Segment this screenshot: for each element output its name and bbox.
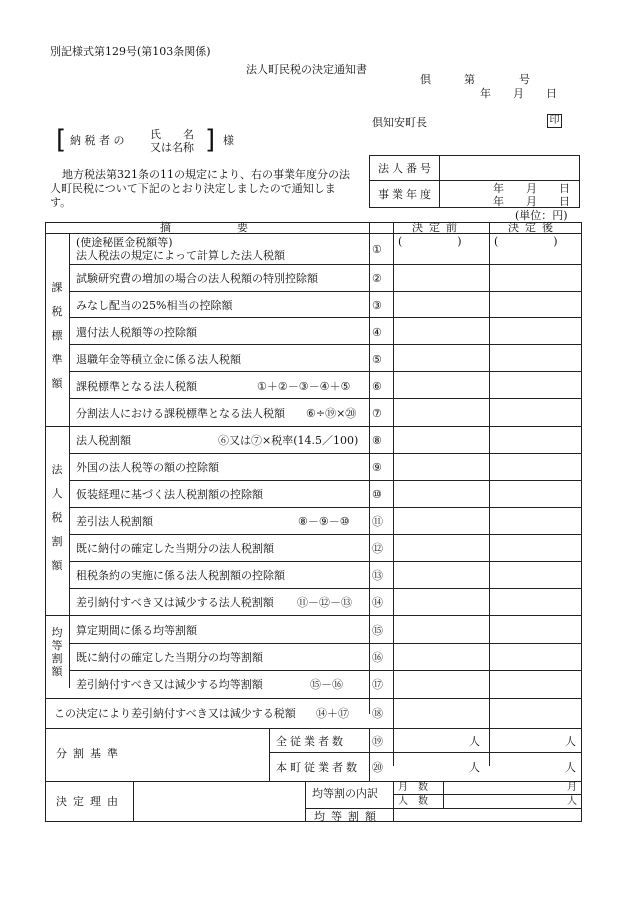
row-13-number: ⑬ — [372, 569, 383, 582]
document-date: 年 月 日 — [480, 87, 557, 100]
row-8-formula: ⑥又は⑦×税率(14.5／100) — [218, 434, 359, 447]
row-5-label: 退職年金等積立金に係る法人税額 — [76, 353, 241, 366]
taxpayer-suffix: 様 — [223, 134, 234, 147]
row-11-label: 差引法人税割額 — [76, 515, 153, 528]
row-15-label: 算定期間に係る均等割額 — [76, 624, 197, 637]
row-9-number: ⑨ — [372, 461, 382, 474]
row-3-number: ③ — [372, 299, 382, 312]
town-employees-label: 本町従業者数 — [276, 761, 360, 774]
fiscal-year-from: 年 月 日 — [493, 182, 570, 195]
row-10-number: ⑩ — [372, 488, 382, 501]
months-label: 月 数 — [398, 782, 428, 793]
persons-label: 人 数 — [398, 796, 428, 807]
row-1-line1: (使途秘匿金税額等) — [76, 236, 173, 249]
row-18-label: この決定により差引納付すべき又は減少する税額 — [54, 707, 296, 720]
page-title: 法人町民税の決定通知書 — [246, 63, 367, 76]
column-summary-header: 摘 要 — [160, 221, 248, 234]
row-19-before-unit: 人 — [469, 735, 480, 748]
months-unit: 月 — [567, 782, 577, 793]
row-18-number: ⑱ — [372, 707, 383, 720]
document-number: 倶 第 号 — [420, 73, 530, 86]
column-before-header: 決定前 — [412, 221, 463, 234]
row-9-label: 外国の法人税等の額の控除額 — [76, 461, 219, 474]
row-13-label: 租税条約の実施に係る法人税割額の控除額 — [76, 569, 285, 582]
taxpayer-label: 納 税 者 の — [70, 134, 125, 147]
all-employees-label: 全従業者数 — [276, 735, 346, 748]
row-2-label: 試験研究費の増加の場合の法人税額の特別控除額 — [76, 272, 318, 285]
row-7-number: ⑦ — [372, 407, 382, 420]
row-6-label: 課税標準となる法人税額 — [76, 380, 197, 393]
row-3-label: みなし配当の25%相当の控除額 — [76, 299, 233, 312]
unit-label: (単位：円) — [515, 209, 568, 222]
row-6-formula: ①＋②－③－④＋⑤ — [257, 380, 351, 393]
row-15-number: ⑮ — [372, 624, 383, 637]
row-11-number: ⑪ — [372, 515, 383, 528]
group-corp-tax-levy: 法人税割額 — [51, 463, 63, 572]
notice-line-3: す。 — [50, 196, 72, 209]
notice-line-1: 地方税法第321条の11の規定により、右の事業年度分の法 — [62, 168, 350, 181]
form-number: 別記様式第129号(第103条関係) — [50, 45, 211, 58]
row-7-formula: ⑥÷⑲×⑳ — [306, 407, 357, 420]
row-20-before-unit: 人 — [469, 761, 480, 774]
row-10-label: 仮装経理に基づく法人税割額の控除額 — [76, 488, 263, 501]
row-1-label: 法人税法の規定によって計算した法人税額 — [76, 249, 285, 262]
group-per-capita-levy: 均等割額 — [51, 626, 63, 678]
row-14-number: ⑭ — [372, 596, 383, 609]
fiscal-year-label: 事業年度 — [378, 188, 434, 201]
row-19-after-unit: 人 — [565, 735, 576, 748]
left-brace-icon: [ — [56, 125, 67, 155]
row-17-number: ⑰ — [372, 678, 383, 691]
corp-number-label: 法人番号 — [378, 162, 434, 175]
row-11-formula: ⑧－⑨－⑩ — [298, 515, 350, 528]
row-14-label: 差引納付すべき又は減少する法人税割額 — [76, 596, 274, 609]
row-14-formula: ⑪－⑫－⑬ — [297, 596, 352, 609]
row-1-after-paren: ( ) — [494, 235, 558, 248]
row-12-label: 既に納付の確定した当期分の法人税割額 — [76, 542, 274, 555]
row-5-number: ⑤ — [372, 353, 382, 366]
row-17-label: 差引納付すべき又は減少する均等割額 — [76, 678, 263, 691]
row-1-before-paren: ( ) — [398, 235, 462, 248]
per-capita-breakdown-label: 均等割の内訳 — [312, 787, 378, 800]
row-8-label: 法人税割額 — [76, 434, 131, 447]
row-4-number: ④ — [372, 326, 382, 339]
row-17-formula: ⑮－⑯ — [310, 678, 343, 691]
persons-unit: 人 — [567, 796, 577, 807]
row-20-after-unit: 人 — [565, 761, 576, 774]
taxpayer-name-line1: 氏 名 — [150, 128, 194, 141]
mayor-name: 倶知安町長 — [372, 116, 427, 129]
fiscal-year-to: 年 月 日 — [493, 195, 570, 208]
row-18-formula: ⑭＋⑰ — [316, 707, 349, 720]
row-4-label: 還付法人税額等の控除額 — [76, 326, 197, 339]
group-taxable-base: 課税標準額 — [51, 281, 63, 390]
division-basis-label: 分割基準 — [56, 747, 124, 760]
row-16-label: 既に納付の確定した当期分の均等割額 — [76, 651, 263, 664]
right-brace-icon: ] — [205, 125, 216, 155]
row-6-number: ⑥ — [372, 380, 382, 393]
row-8-number: ⑧ — [372, 434, 382, 447]
row-20-number: ⑳ — [372, 761, 383, 774]
row-7-label: 分割法人における課税標準となる法人税額 — [76, 407, 285, 420]
per-capita-amount-label: 均等割額 — [314, 810, 382, 823]
taxpayer-name-line2: 又は名称 — [150, 141, 194, 154]
notice-line-2: 人町民税について下記のとおり決定しましたので通知しま — [50, 182, 336, 195]
seal-mark: 印 — [547, 114, 562, 128]
row-16-number: ⑯ — [372, 651, 383, 664]
row-2-number: ② — [372, 272, 382, 285]
row-1-number: ① — [372, 243, 382, 256]
row-19-number: ⑲ — [372, 735, 383, 748]
row-12-number: ⑫ — [372, 542, 383, 555]
column-after-header: 決定後 — [508, 221, 559, 234]
decision-reason-label: 決定理由 — [56, 795, 124, 808]
